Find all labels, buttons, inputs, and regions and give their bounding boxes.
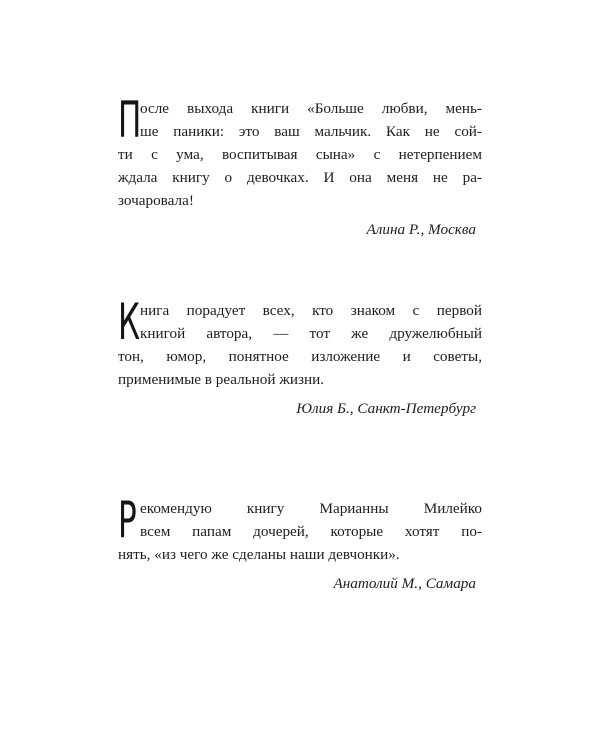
review-line: тон, юмор, понятное изложение и советы,	[118, 348, 482, 365]
review-line: ждала книгу о девочках. И она меня не ра-	[118, 169, 482, 186]
review-alina	[118, 91, 482, 241]
drop-cap: Р	[118, 491, 137, 549]
review-line: зочаровала!	[118, 192, 194, 209]
drop-cap: П	[118, 91, 142, 149]
review-line: всем папам дочерей, которые хотят по-	[140, 523, 482, 540]
review-line: осле выхода книги «Больше любви, мень-	[140, 100, 482, 117]
review-line: нига порадует всех, кто знаком с первой	[140, 302, 482, 319]
review-author: Юлия Б., Санкт-Петербург	[296, 400, 476, 417]
review-author: Алина Р., Москва	[366, 221, 476, 238]
review-author: Анатолий М., Самара	[333, 575, 476, 592]
review-line: нять, «из чего же сделаны наши девчонки».	[118, 546, 400, 563]
review-line: книгой автора, — тот же дружелюбный	[140, 325, 482, 342]
review-yulia	[118, 293, 482, 420]
review-line: ше паники: это ваш мальчик. Как не сой-	[140, 123, 482, 140]
review-line: применимые в реальной жизни.	[118, 371, 324, 388]
drop-cap: К	[118, 293, 141, 351]
review-line: екомендую книгу Марианны Милейко	[140, 500, 482, 517]
review-anatoly	[118, 491, 482, 595]
review-line: ти с ума, воспитывая сына» с нетерпением	[118, 146, 482, 163]
